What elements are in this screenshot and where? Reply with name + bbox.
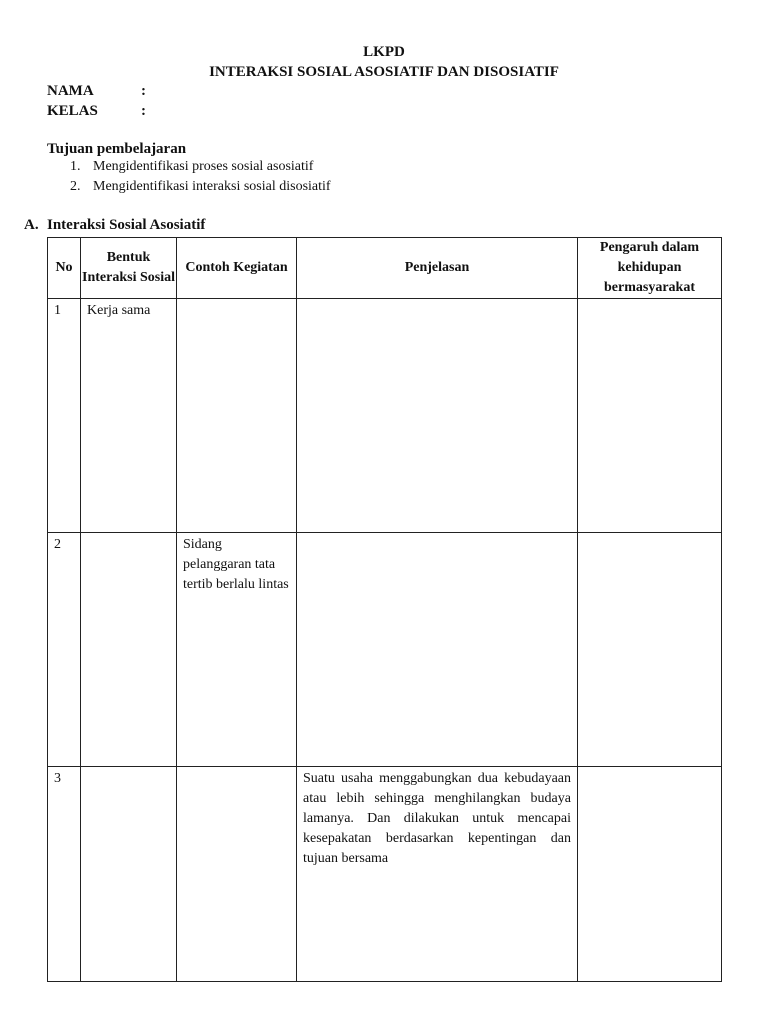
section-letter: A. <box>24 217 39 233</box>
cell-penjelasan[interactable] <box>297 299 578 533</box>
table-row <box>48 767 722 982</box>
name-label: NAMA <box>47 83 94 99</box>
header-contoh: Contoh Kegiatan <box>177 238 297 299</box>
objective-number: 1. <box>70 159 81 174</box>
cell-contoh[interactable] <box>177 767 297 982</box>
name-field <box>47 82 146 100</box>
objective-number: 2. <box>70 179 81 194</box>
cell-penjelasan[interactable]: Suatu usaha menggabungkan dua kebudayaan atau lebih sehingga menghilangkan budaya lamanya. Dan dilakukan untuk mencapai kesepakatan berdasarkan kepentingan dan tujuan bersama <box>297 767 578 982</box>
header-penjelasan: Penjelasan <box>297 238 578 299</box>
table-header-row <box>48 238 722 299</box>
objective-item <box>70 178 331 196</box>
name-separator: : <box>141 83 146 99</box>
document-title: LKPD <box>363 44 405 60</box>
cell-no: 1 <box>48 299 81 533</box>
cell-bentuk[interactable]: Kerja sama <box>81 299 177 533</box>
objective-item <box>70 158 313 176</box>
worksheet-table <box>47 237 722 982</box>
header-no: No <box>48 238 81 299</box>
objectives-heading: Tujuan pembelajaran <box>47 141 187 157</box>
cell-pengaruh[interactable] <box>578 767 722 982</box>
cell-contoh[interactable]: Sidang pelanggaran tata tertib berlalu lintas <box>177 533 297 767</box>
cell-pengaruh[interactable] <box>578 299 722 533</box>
header-bentuk: Bentuk Interaksi Sosial <box>81 238 177 299</box>
document-subtitle: INTERAKSI SOSIAL ASOSIATIF DAN DISOSIATIF <box>209 64 559 80</box>
header-pengaruh: Pengaruh dalam kehidupan bermasyarakat <box>578 238 722 299</box>
table-row <box>48 299 722 533</box>
class-separator: : <box>141 103 146 119</box>
cell-contoh[interactable] <box>177 299 297 533</box>
section-title: Interaksi Sosial Asosiatif <box>47 217 206 233</box>
table-row <box>48 533 722 767</box>
cell-bentuk[interactable] <box>81 533 177 767</box>
objective-text: Mengidentifikasi proses sosial asosiatif <box>93 159 314 174</box>
class-field <box>47 102 146 120</box>
cell-penjelasan[interactable] <box>297 533 578 767</box>
objective-text: Mengidentifikasi interaksi sosial disosiatif <box>93 179 331 194</box>
cell-bentuk[interactable] <box>81 767 177 982</box>
section-heading <box>24 216 205 234</box>
class-label: KELAS <box>47 103 98 119</box>
cell-no: 2 <box>48 533 81 767</box>
cell-no: 3 <box>48 767 81 982</box>
cell-pengaruh[interactable] <box>578 533 722 767</box>
